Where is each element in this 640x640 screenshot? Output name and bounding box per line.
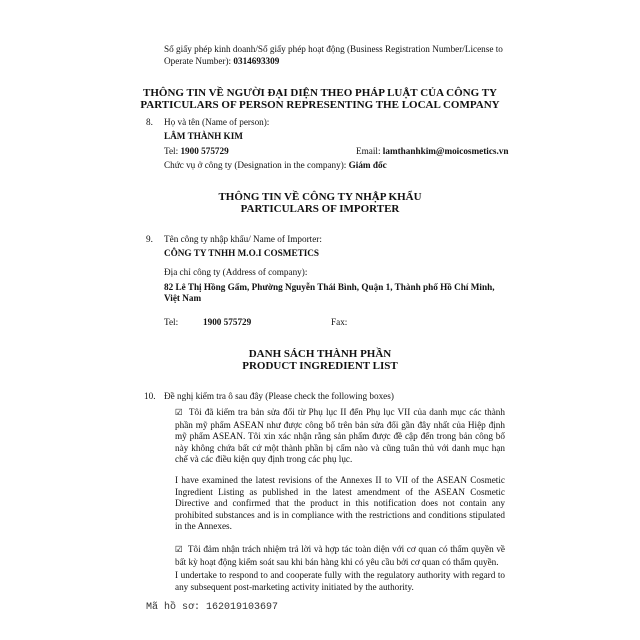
rep-name-label: Họ và tên (Name of person):: [164, 117, 270, 127]
importer-address-line2: Việt Nam: [164, 293, 202, 303]
rep-tel-label: Tel:: [164, 146, 181, 156]
record-code: Mã hồ sơ: 162019103697: [146, 602, 279, 613]
business-registration-line: [164, 43, 503, 55]
declaration-1-en: I have examined the latest revisions of the Annexes II to VII of the ASEAN Cosmetic Ingredient Listing as published in the latest amendment of the ASEAN Cosmetic Directive and confirmed that the product in this notification does not contain any prohibited substances and is in compliance with the restrictions and conditions stipulated in the Annexes.: [175, 475, 505, 532]
declaration-2-vi: [175, 544, 505, 568]
checkbox-checked-icon[interactable]: ☑: [175, 408, 183, 418]
rep-section-title-vi: THÔNG TIN VỀ NGƯỜI ĐẠI DIỆN THEO PHÁP LUẬT CỦA CÔNG TY: [143, 87, 497, 99]
ingredient-section-title-vi: DANH SÁCH THÀNH PHẦN: [248, 348, 392, 360]
importer-fax-label: Fax:: [331, 317, 348, 327]
rep-email-label: Email:: [356, 146, 383, 156]
rep-designation-value: Giám đốc: [348, 160, 387, 170]
business-registration-label: Số giấy phép kinh doanh/Số giấy phép hoạt động (Business Registration Number/License to: [164, 44, 503, 54]
importer-item-number: 9.: [146, 234, 153, 244]
rep-tel-line: [164, 145, 229, 157]
business-registration-number-line: [164, 55, 279, 67]
importer-name-label: Tên công ty nhập khẩu/ Name of Importer:: [164, 234, 322, 244]
importer-tel-value: 1900 575729: [203, 317, 252, 327]
declaration-2-en: I undertake to respond to and cooperate fully with the regulatory authority with regard to any subsequent post-marketing activity initiated by the authority.: [175, 570, 505, 592]
checkbox-checked-icon[interactable]: ☑: [175, 545, 183, 555]
declaration-2-vi-text: Tôi đảm nhận trách nhiệm trả lời và hợp tác toàn diện với cơ quan có thẩm quyền về bất kỳ hoạt động kiểm soát sau khi bán hàng khi có yêu cầu bởi cơ quan có thẩm quyền.: [175, 544, 505, 567]
rep-section-title-en: PARTICULARS OF PERSON REPRESENTING THE LOCAL COMPANY: [140, 99, 500, 111]
importer-name-value: CÔNG TY TNHH M.O.I COSMETICS: [164, 248, 320, 258]
check-instruction: Đề nghị kiểm tra ô sau đây (Please check the following boxes): [164, 391, 394, 401]
rep-designation-line: [164, 159, 387, 171]
importer-address-line1: 82 Lê Thị Hồng Gấm, Phường Nguyễn Thái Bình, Quận 1, Thành phố Hồ Chí Minh,: [164, 282, 495, 292]
rep-email-value: lamthanhkim@moicosmetics.vn: [382, 146, 509, 156]
importer-section-title-en: PARTICULARS OF IMPORTER: [240, 203, 400, 215]
business-registration-label-cont: Operate Number):: [164, 56, 234, 66]
rep-item-number: 8.: [146, 117, 153, 127]
ingredient-section-title-en: PRODUCT INGREDIENT LIST: [242, 360, 398, 372]
ingredient-item-number: 10.: [144, 391, 156, 401]
declaration-1-vi-text: Tôi đã kiểm tra bản sửa đổi từ Phụ lục II đến Phụ lục VII của danh mục các thành phần mỹ phẩm ASEAN như được công bố trên bản sửa đổi gần đây nhất của Hiệp định mỹ phẩm ASEAN. Tôi xin xác nhận rằng sản phẩm được đề cập đến trong bản công bố này không chứa bất cứ một thành phần bị cấm nào và cũng tuân thủ với danh mục hạn chế và các điều kiện quy định trong các phụ lục.: [175, 407, 505, 465]
rep-email-line: [356, 145, 508, 157]
importer-tel-label: Tel:: [164, 317, 179, 327]
rep-name-value: LÂM THÀNH KIM: [164, 131, 243, 141]
importer-address-label: Địa chỉ công ty (Address of company):: [164, 267, 308, 277]
importer-section-title-vi: THÔNG TIN VỀ CÔNG TY NHẬP KHẨU: [218, 191, 422, 203]
rep-tel-value: 1900 575729: [180, 146, 229, 156]
business-registration-number: 0314693309: [233, 56, 280, 66]
rep-designation-label: Chức vụ ở công ty (Designation in the company):: [164, 160, 349, 170]
declaration-1-vi: [175, 407, 505, 466]
